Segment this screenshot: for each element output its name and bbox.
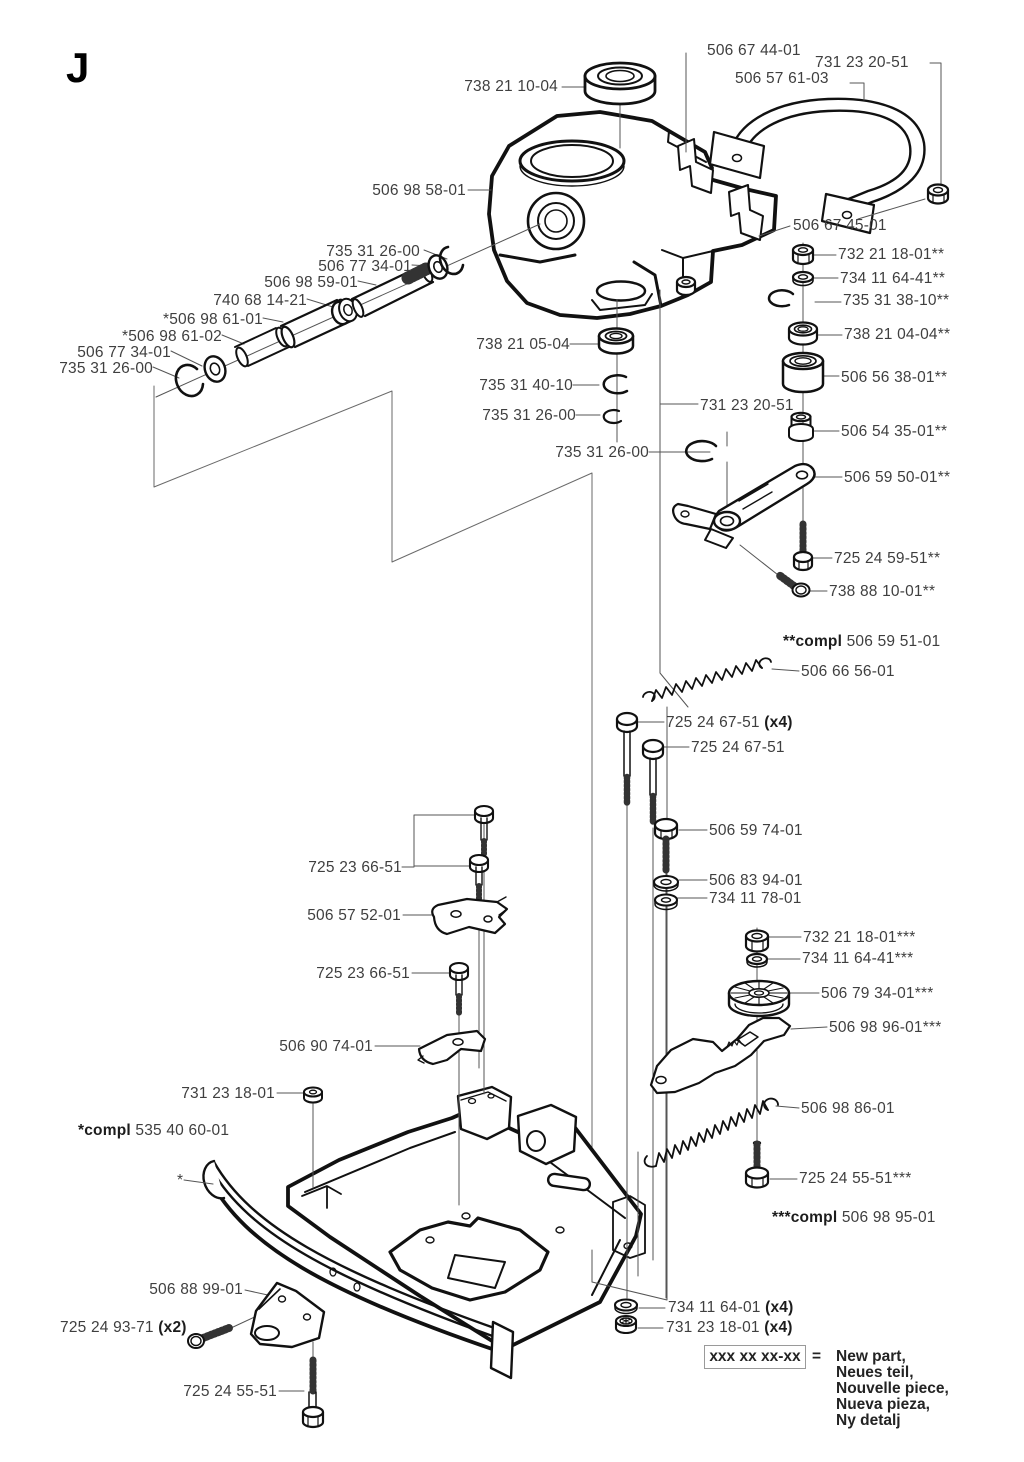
frame-bolt-drawing: [746, 1141, 768, 1187]
legend-line-es: Nueva pieza,: [836, 1396, 930, 1413]
callout-725-24-67-51: 725 24 67-51: [691, 739, 785, 756]
callout-731-23-18-01: 731 23 18-01: [181, 1085, 275, 1102]
callout-506-98-61-01: *506 98 61-01: [163, 311, 263, 328]
callout-506-66-56-01: 506 66 56-01: [801, 663, 895, 680]
legend-line-fr: Nouvelle piece,: [836, 1380, 949, 1397]
callout-735-31-26-00-b: 735 31 26-00: [59, 360, 153, 377]
callout-506-83-94-01: 506 83 94-01: [709, 872, 803, 889]
callout-506-90-74-01: 506 90 74-01: [279, 1038, 373, 1055]
callout-506-98-96-01-sss: 506 98 96-01***: [829, 1019, 942, 1036]
callout-506-98-59-01: 506 98 59-01: [264, 274, 358, 291]
long-bolt-1-drawing: [617, 713, 637, 804]
section-letter: J: [66, 44, 90, 91]
callout-735-31-40-10: 735 31 40-10: [479, 377, 573, 394]
callout-compl-506-98-95-01: ***compl 506 98 95-01: [772, 1209, 936, 1226]
callout-506-88-99-01: 506 88 99-01: [149, 1281, 243, 1298]
callout-735-31-38-10-ss: 735 31 38-10**: [843, 292, 950, 309]
clutch-spring-drawing: [643, 658, 771, 701]
legend-line-en: New part,: [836, 1348, 906, 1365]
callout-506-98-86-01: 506 98 86-01: [801, 1100, 895, 1117]
idler-arm-drawing: [673, 464, 814, 548]
callout-735-31-26-00-a: 735 31 26-00: [326, 243, 420, 260]
callout-506-57-52-01: 506 57 52-01: [307, 907, 401, 924]
callout-506-98-61-02: *506 98 61-02: [122, 328, 222, 345]
callout-506-59-50-01-ss: 506 59 50-01**: [844, 469, 951, 486]
callout-506-59-74-01: 506 59 74-01: [709, 822, 803, 839]
callout-725-24-93-71-x2: 725 24 93-71 (x2): [60, 1319, 187, 1336]
callout-725-24-55-51-sss: 725 24 55-51***: [799, 1170, 912, 1187]
clamp-bolt-pair-drawing: [470, 806, 493, 902]
callout-compl-506-59-51-01: **compl 506 59 51-01: [783, 633, 941, 650]
flat-idler-pulley-drawing: [729, 981, 789, 1016]
callout-731-23-18-01-x4: 731 23 18-01 (x4): [666, 1319, 793, 1336]
callout-725-23-66-51-b: 725 23 66-51: [316, 965, 410, 982]
idler-bracket-plate-drawing: [651, 1018, 790, 1093]
legend-line-sv: Ny detalj: [836, 1412, 901, 1429]
callout-506-67-45-01: 506 67 45-01: [793, 217, 887, 234]
bracket-screw-drawing: [188, 1328, 229, 1348]
stop-bracket-drawing: [251, 1283, 324, 1347]
cable-bracket-drawing: [432, 897, 507, 934]
callout-asterisk: *: [177, 1172, 184, 1189]
clamp-nut-drawing: [928, 185, 948, 204]
long-bolt-2-drawing: [643, 740, 663, 824]
bottom-bolt-drawing: [303, 1360, 323, 1427]
callout-506-77-34-01-b: 506 77 34-01: [77, 344, 171, 361]
callout-735-31-26-00-c: 735 31 26-00: [482, 407, 576, 424]
pulley-column-drawing: [746, 931, 768, 968]
callout-compl-535-40-60-01: *compl 535 40 60-01: [78, 1122, 230, 1139]
housing-nut-drawing: [677, 277, 695, 295]
callout-734-11-64-01-x4: 734 11 64-01 (x4): [668, 1299, 794, 1316]
chassis-frame-drawing: [288, 1087, 645, 1349]
callout-738-21-10-04: 738 21 10-04: [464, 78, 558, 95]
legend-part-number-box: xxx xx xx-xx: [704, 1345, 806, 1369]
callout-738-21-05-04: 738 21 05-04: [476, 336, 570, 353]
callout-725-24-67-51-x4: 725 24 67-51 (x4): [666, 714, 793, 731]
callout-506-67-44-01: 506 67 44-01: [707, 42, 801, 59]
callout-731-23-20-51-b: 731 23 20-51: [700, 397, 794, 414]
callout-735-31-26-00-d: 735 31 26-00: [555, 444, 649, 461]
callout-725-23-66-51-a: 725 23 66-51: [308, 859, 402, 876]
callout-732-21-18-01-sss: 732 21 18-01***: [803, 929, 916, 946]
callout-506-79-34-01-sss: 506 79 34-01***: [821, 985, 934, 1002]
arm-screw-drawing: [779, 575, 810, 597]
callout-725-24-55-51: 725 24 55-51: [183, 1383, 277, 1400]
callout-506-54-35-01-ss: 506 54 35-01**: [841, 423, 948, 440]
arm-bolt-drawing: [794, 524, 812, 570]
callout-734-11-78-01: 734 11 78-01: [709, 890, 802, 907]
legend-equals-sign: =: [812, 1348, 822, 1365]
legend-line-de: Neues teil,: [836, 1364, 914, 1381]
callout-734-11-64-41-sss: 734 11 64-41***: [802, 950, 914, 967]
clamp-plate-drawing: [418, 1031, 485, 1064]
callout-738-88-10-01-ss: 738 88 10-01**: [829, 583, 936, 600]
callout-732-21-18-01-ss: 732 21 18-01**: [838, 246, 945, 263]
lower-bolt-drawing: [450, 963, 468, 1013]
callout-734-11-64-41-ss: 734 11 64-41**: [840, 270, 946, 287]
callout-740-68-14-21: 740 68 14-21: [213, 292, 307, 309]
bottom-washer-nut-drawing: [615, 1300, 637, 1334]
callout-725-24-59-51-ss: 725 24 59-51**: [834, 550, 941, 567]
pivot-bolt-drawing: [655, 819, 677, 872]
callout-506-56-38-01-ss: 506 56 38-01**: [841, 369, 948, 386]
callout-738-21-04-04-ss: 738 21 04-04**: [844, 326, 951, 343]
ball-bearing-top-drawing: [585, 63, 655, 104]
callout-506-57-61-03: 506 57 61-03: [735, 70, 829, 87]
callout-506-77-34-01-a: 506 77 34-01: [318, 258, 412, 275]
frame-nut-drawing: [304, 1088, 322, 1103]
callout-731-23-20-51: 731 23 20-51: [815, 54, 909, 71]
callout-506-98-58-01: 506 98 58-01: [372, 182, 466, 199]
